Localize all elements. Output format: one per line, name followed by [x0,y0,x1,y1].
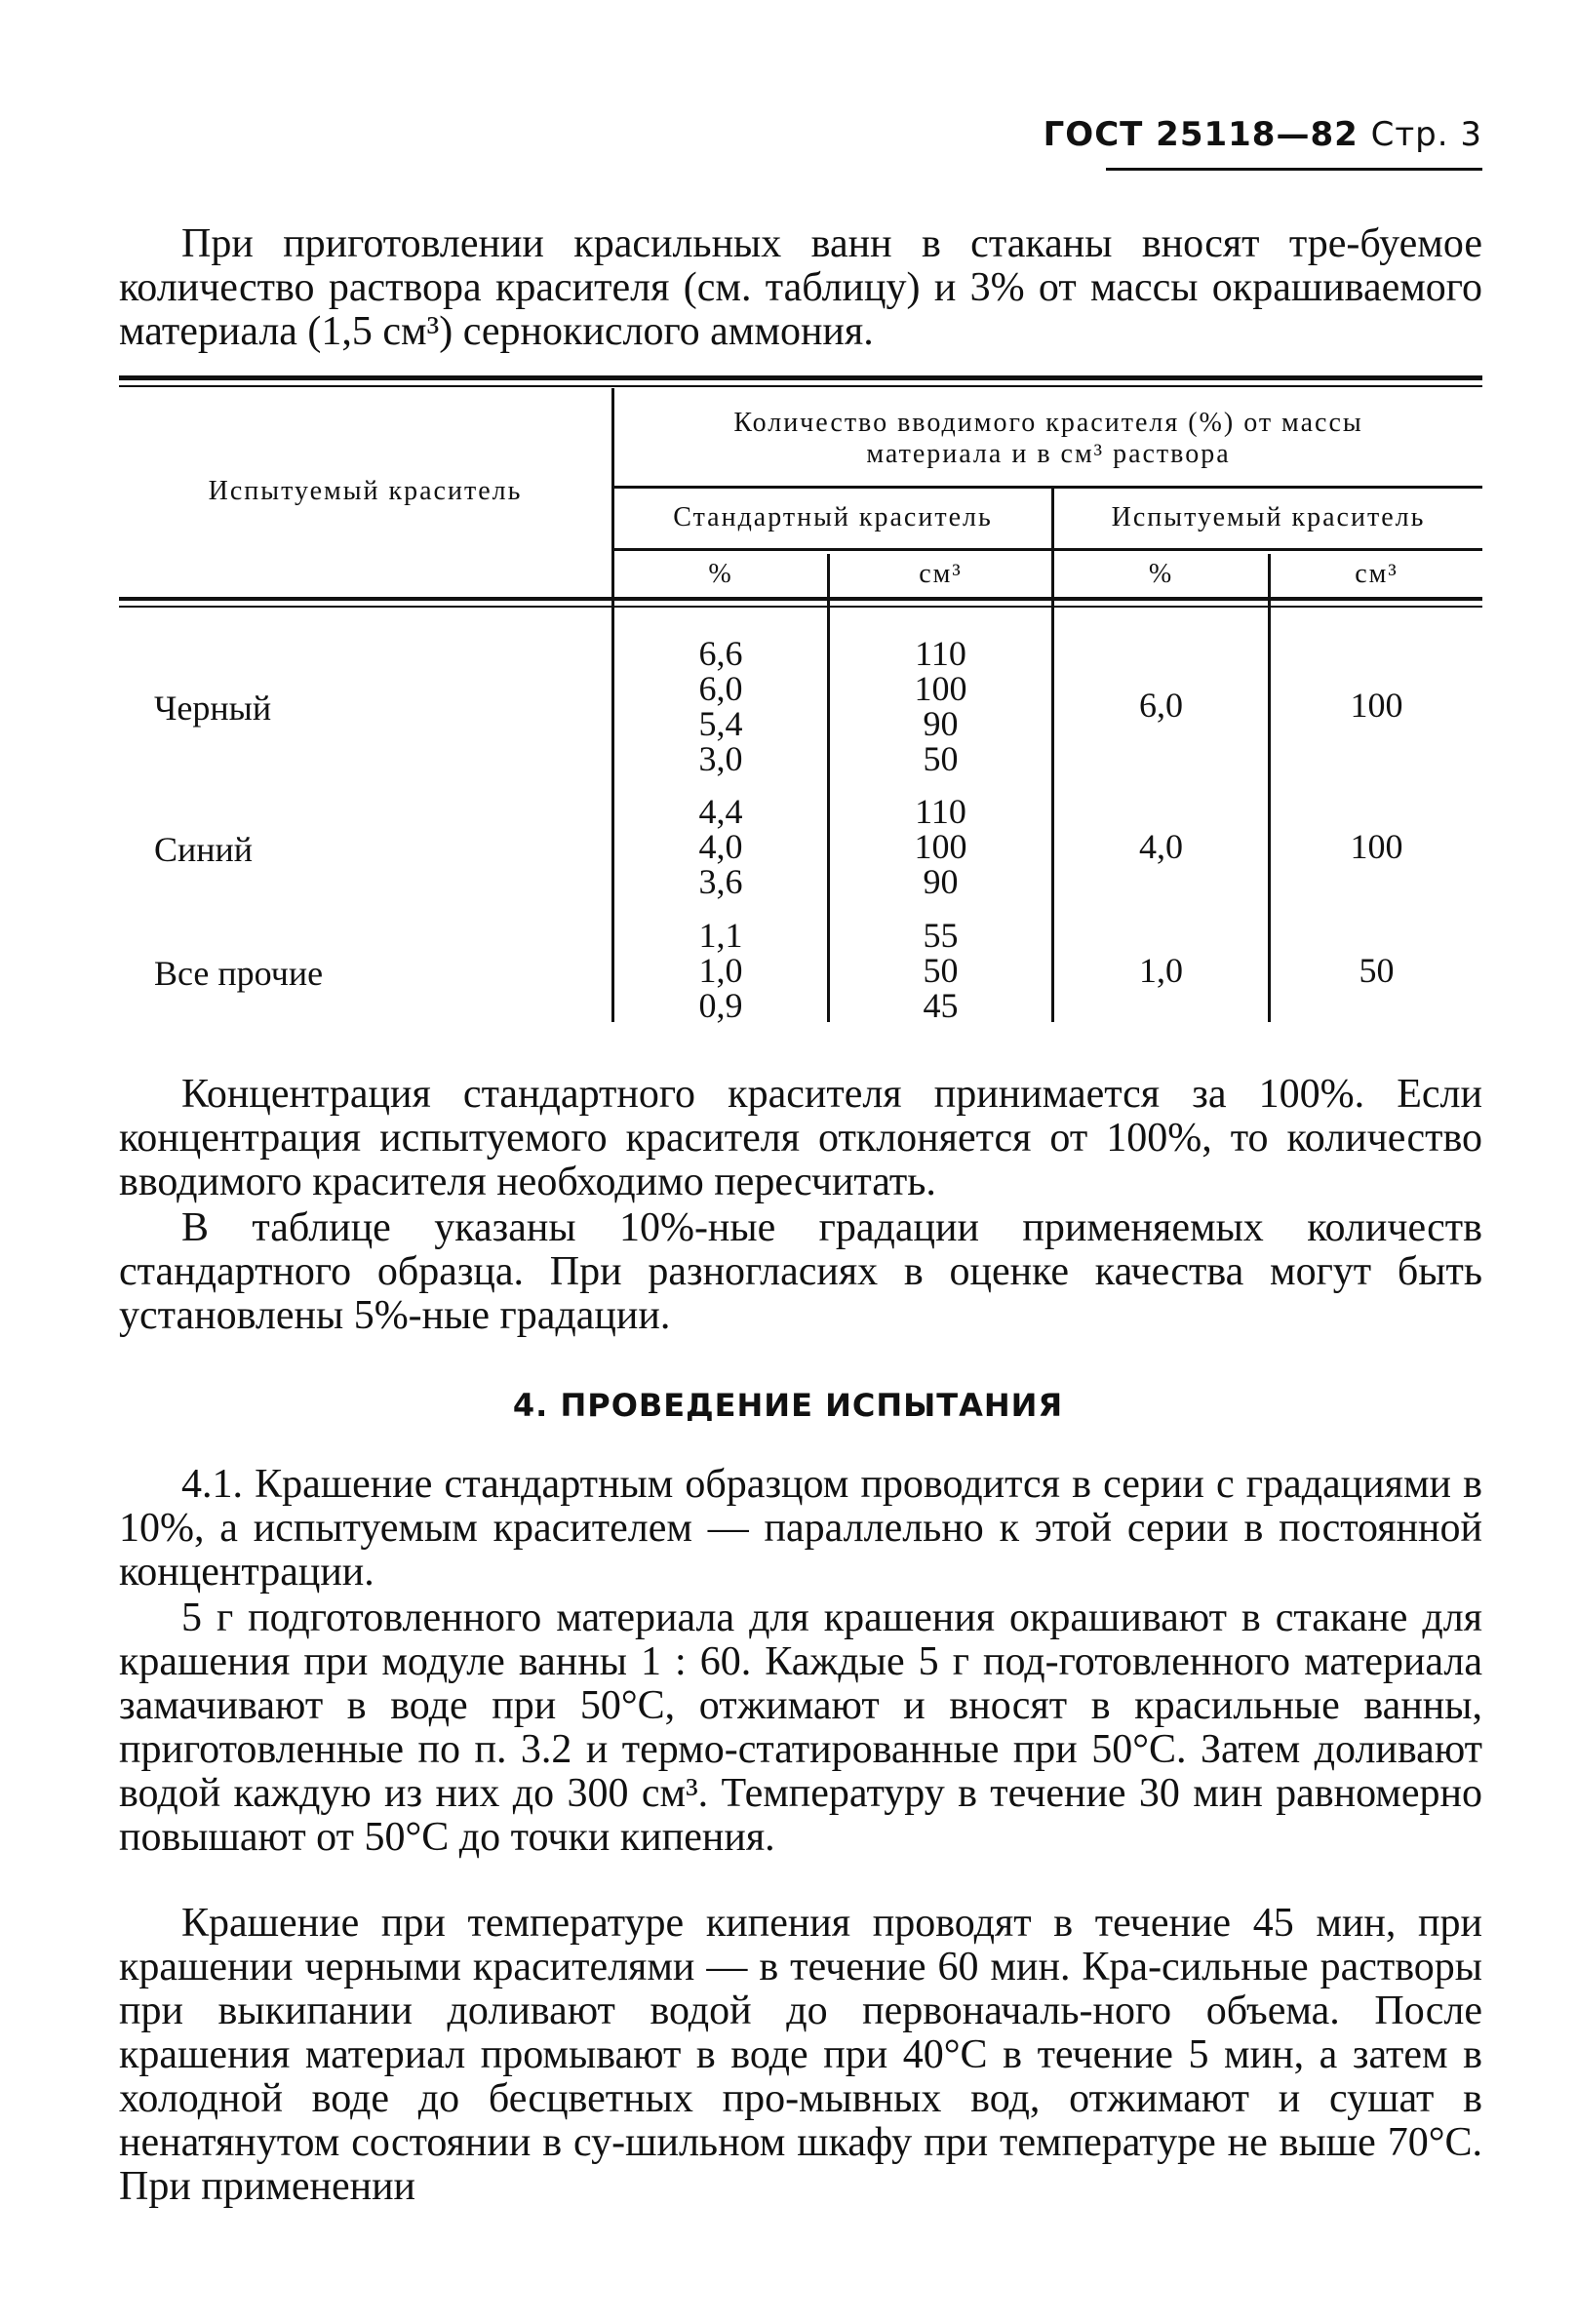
table-top-rule [119,375,1482,380]
std-pct-value: 4,4 [698,792,743,831]
test-cm3-value: 100 [1350,686,1403,725]
col-header-dye: Испытуемый краситель [208,476,523,506]
std-cm3-value: 90 [923,704,959,743]
std-cm3-value: 100 [914,827,967,866]
std-pct-value: 5,4 [698,704,743,743]
std-cm3-value: 100 [914,669,967,708]
test-cm3-value: 100 [1350,827,1403,866]
std-cm3-value: 110 [915,634,966,673]
std-cm3-value: 50 [923,951,959,990]
table-vline [1268,554,1271,1022]
std-cm3-value: 45 [923,986,959,1025]
std-pct-value: 4,0 [698,827,743,866]
document-code: ГОСТ 25118—82 [1043,115,1359,154]
unit-pct-standard: % [708,559,733,589]
table-header-rule [119,597,1482,601]
test-pct-value: 4,0 [1139,827,1183,866]
section-heading: 4. ПРОВЕДЕНИЕ ИСПЫТАНИЯ [512,1387,1064,1424]
page-header [1044,115,1482,154]
test-pct-value: 6,0 [1139,686,1183,725]
std-cm3-value: 55 [923,916,959,955]
col-header-standard: Стандартный краситель [673,502,993,532]
test-pct-value: 1,0 [1139,951,1183,990]
header-rule [1106,168,1482,171]
unit-pct-tested: % [1148,559,1174,589]
paragraph-concentration: Концентрация стандартного красителя принимается за 100%. Если концентрация испытуемого красителя отклоняется от 100%, то количество вводимого красителя необходимо пересчитать. [119,1072,1482,1204]
table-hline [614,548,1482,551]
std-pct-value: 3,0 [698,739,743,778]
paragraph-gradations: В таблице указаны 10%-ные градации применяемых количеств стандартного образца. При разногласиях в оценке качества могут быть установлены 5%-ные градации. [119,1205,1482,1338]
row-dye-label: Синий [154,830,254,869]
std-pct-value: 6,6 [698,634,743,673]
std-cm3-value: 110 [915,792,966,831]
std-pct-value: 1,1 [698,916,743,955]
table-hline [614,486,1482,489]
std-pct-value: 3,6 [698,862,743,901]
intro-paragraph: При приготовлении красильных ванн в стаканы вносят тре-буемое количество раствора красителя (см. таблицу) и 3% от массы окрашиваемого материала (1,5 см³) сернокислого аммония. [119,221,1482,354]
std-cm3-value: 50 [923,739,959,778]
col-header-tested: Испытуемый краситель [1111,502,1426,532]
paragraph-4-1: 4.1. Крашение стандартным образцом проводится в серии с градациями в 10%, а испытуемым красителем — параллельно к этой серии в постоянной концентрации. [119,1462,1482,1595]
std-pct-value: 1,0 [698,951,743,990]
table-header-rule-thin [119,606,1482,608]
row-dye-label: Черный [154,689,272,728]
paragraph-boiling: Крашение при температуре кипения проводят в течение 45 мин, при крашении черными красителями — в течение 60 мин. Кра-сильные растворы при выкипании доливают водой до первоначаль-ного объема. После крашения материал промывают в воде при 40°С в течение 5 мин, а затем в холодной воде до бесцветных про-мывных вод, отжимают и сушат в ненатянутом состоянии в су-шильном шкафу при температуре не выше 70°С. При применении [119,1901,1482,2209]
row-dye-label: Все прочие [154,954,324,993]
col-header-amount: Количество вводимого красителя (%) от массы материала и в см³ раствора [733,408,1363,469]
paragraph-5g: 5 г подготовленного материала для крашения окрашивают в стакане для крашения при модуле ванны 1 : 60. Каждые 5 г под-готовленного материала замачивают в воде при 50°С, отжимают и вносят в красильные ванны, приготовленные по п. 3.2 и термо-статированные при 50°С. Затем доливают водой каждую из них до 300 см³. Температуру в течение 30 мин равномерно повышают от 50°С до точки кипения. [119,1595,1482,1860]
test-cm3-value: 50 [1359,951,1395,990]
table-top-rule-thin [119,385,1482,387]
std-pct-value: 0,9 [698,986,743,1025]
std-pct-value: 6,0 [698,669,743,708]
std-cm3-value: 90 [923,862,959,901]
unit-cm3-standard: см³ [919,559,963,589]
unit-cm3-tested: см³ [1355,559,1399,589]
page-number: Стр. 3 [1370,115,1482,154]
